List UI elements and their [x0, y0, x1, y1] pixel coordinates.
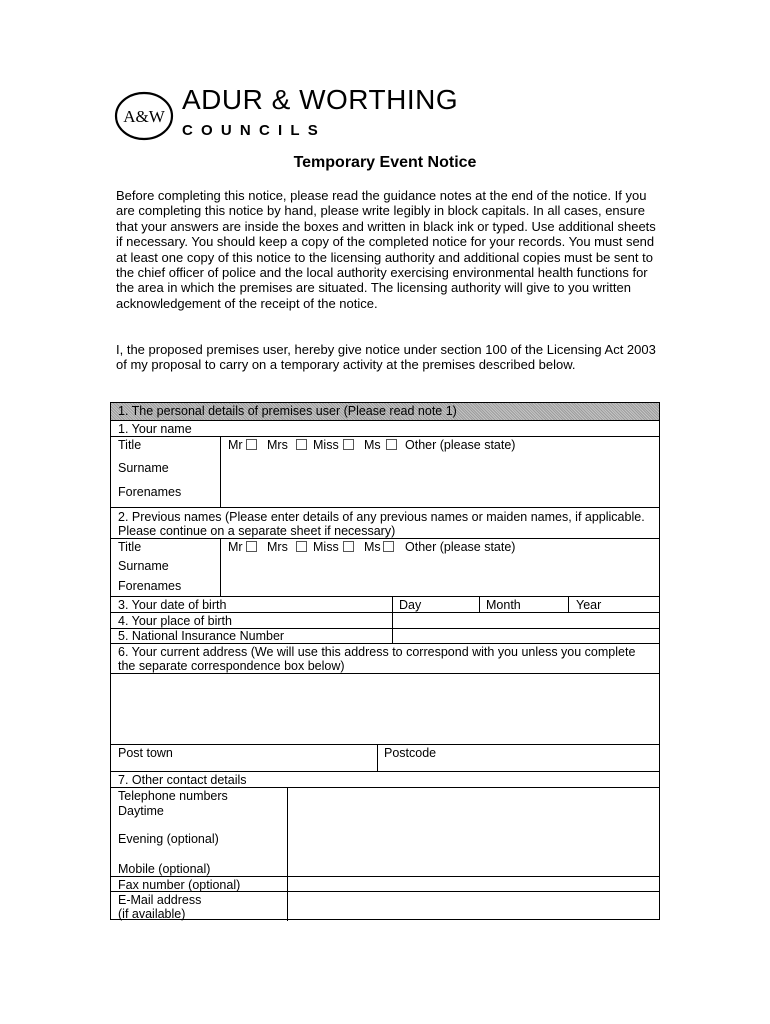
prev-title-mrs-label: Mrs [267, 540, 288, 554]
prev-title-mr-label: Mr [228, 540, 243, 554]
brand-subtitle: COUNCILS [182, 122, 326, 139]
telephone-label: Telephone numbers [118, 789, 228, 803]
title-miss-checkbox[interactable] [343, 439, 354, 450]
title-mrs-label: Mrs [267, 438, 288, 452]
prev-title-ms-checkbox[interactable] [383, 541, 394, 552]
post-town-label: Post town [118, 746, 173, 760]
dob-month-label: Month [486, 598, 521, 612]
notice-paragraph: I, the proposed premises user, hereby give notice under section 100 of the Licensing Act 2003 of my proposal to carry on a temporary activity at the premises described below. [116, 342, 656, 373]
brand-name: ADUR & WORTHING [182, 84, 459, 115]
section-header-label: 1. The personal details of premises user (Please read note 1) [118, 404, 457, 418]
title-mr-checkbox[interactable] [246, 439, 257, 450]
councils-logo-seal [114, 91, 174, 141]
prev-title-ms-label: Ms [364, 540, 381, 554]
title-ms-label: Ms [364, 438, 381, 452]
surname-label: Surname [118, 461, 169, 475]
page-title: Temporary Event Notice [293, 154, 477, 171]
evening-label: Evening (optional) [118, 832, 219, 846]
previous-names-label: 2. Previous names (Please enter details of any previous names or maiden names, if applicable. Please continue on a separate sheet if necessary) [118, 510, 645, 538]
daytime-label: Daytime [118, 804, 164, 818]
your-name-label: 1. Your name [118, 422, 192, 436]
premises-user-form [110, 402, 660, 920]
prev-title-mrs-checkbox[interactable] [296, 541, 307, 552]
logo-text: A&W [123, 107, 165, 126]
birthplace-label: 4. Your place of birth [118, 614, 232, 628]
title-ms-checkbox[interactable] [386, 439, 397, 450]
title-label: Title [118, 438, 142, 452]
contact-details-label: 7. Other contact details [118, 773, 247, 787]
prev-title-label: Title [118, 540, 142, 554]
title-other-label: Other (please state) [405, 438, 516, 452]
prev-title-mr-checkbox[interactable] [246, 541, 257, 552]
title-mr-label: Mr [228, 438, 243, 452]
prev-title-miss-checkbox[interactable] [343, 541, 354, 552]
prev-title-other-label: Other (please state) [405, 540, 516, 554]
email-label: E-Mail address [118, 893, 202, 907]
mobile-label: Mobile (optional) [118, 862, 211, 876]
prev-title-miss-label: Miss [313, 540, 339, 554]
title-mrs-checkbox[interactable] [296, 439, 307, 450]
forenames-label: Forenames [118, 485, 182, 499]
email-note-label: (if available) [118, 907, 186, 921]
dob-day-label: Day [399, 598, 422, 612]
address-label: 6. Your current address (We will use this address to correspond with you unless you complete the separate correspondence box below) [118, 645, 636, 673]
dob-label: 3. Your date of birth [118, 598, 227, 612]
ni-number-label: 5. National Insurance Number [118, 629, 285, 643]
title-miss-label: Miss [313, 438, 339, 452]
intro-paragraph: Before completing this notice, please read the guidance notes at the end of the notice. If you are completing this notice by hand, please write legibly in block capitals. In all cases, ensure that your answers are inside the boxes and written in black ink or typed. Use additional sheets if necessary. You should keep a copy of the completed notice for your records. You must send at least one copy of this notice to the licensing authority and additional copies must be sent to the chief officer of police and the local authority exercising environmental health functions for the area in which the premises are situated. The licensing authority will give to you written acknowledgement of the receipt of the notice. [116, 188, 656, 311]
prev-forenames-label: Forenames [118, 579, 182, 593]
postcode-label: Postcode [384, 746, 437, 760]
prev-surname-label: Surname [118, 559, 169, 573]
fax-label: Fax number (optional) [118, 878, 241, 892]
dob-year-label: Year [576, 598, 602, 612]
